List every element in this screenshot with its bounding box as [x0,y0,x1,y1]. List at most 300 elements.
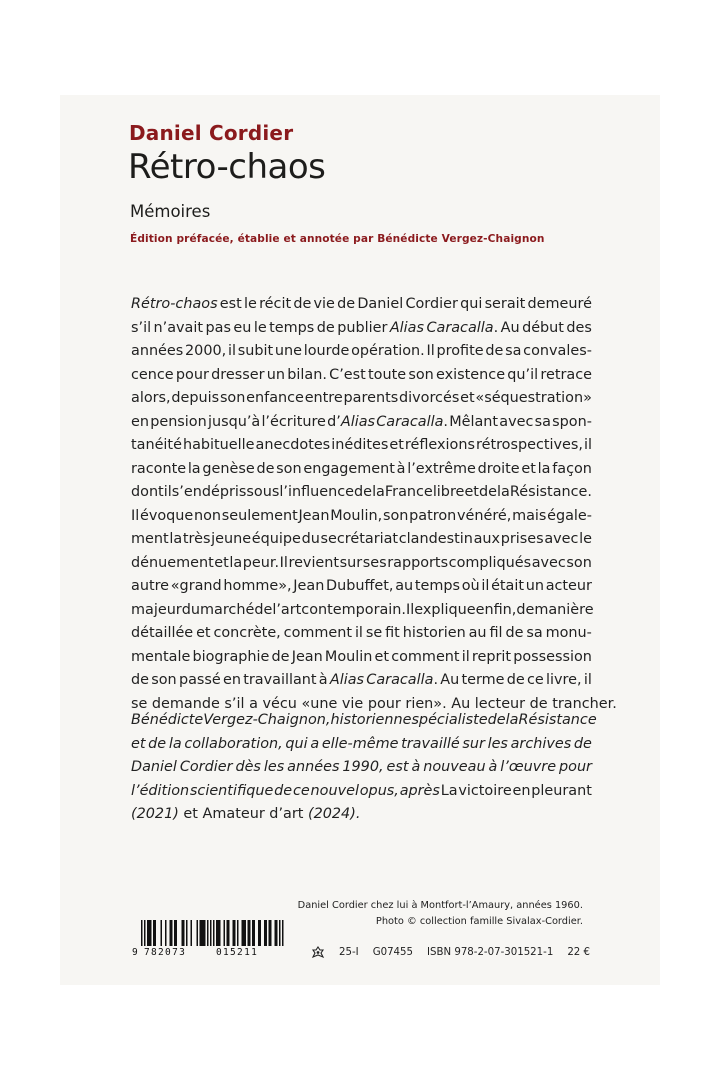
text-word [423,756,485,780]
text-word: façon [552,460,592,477]
text-word: ment [131,531,169,547]
barcode-bar [219,920,221,947]
barcode-bar [218,920,220,947]
text-word [357,293,403,317]
text-word [235,756,261,780]
text-word [211,528,251,552]
text-word: et [196,625,211,641]
text-word [233,317,251,341]
text-word: «séquestration» [475,390,592,406]
text-word: et [389,437,404,453]
text-word: profite [436,343,484,359]
text-word: et [460,390,475,406]
text-word [238,340,273,364]
text-word: pleurant [531,782,592,799]
text-word [131,646,190,670]
text-word [485,340,503,364]
text-word: comment [283,625,353,641]
text-word: de [485,343,504,359]
text-word: prises [500,531,544,547]
text-word: sous [246,484,280,500]
text-word [511,733,572,757]
text-word: la [497,484,510,500]
text-word: rapports [387,554,449,571]
text-word: nouvel [310,782,359,799]
text-word [528,293,592,317]
text-word: France [384,484,433,500]
print-code: 25-I [339,947,359,958]
text-word [131,733,146,757]
text-word [497,481,510,505]
text-word [311,780,359,804]
text-word: biographie [192,648,270,665]
text-word: après [399,782,440,799]
barcode-bar [224,920,226,947]
text-word: en [512,782,531,799]
text-word: Jean [291,648,323,665]
text-word [305,387,343,411]
text-word: dès [235,759,261,775]
text-word: au [395,578,414,594]
text-word [574,733,592,757]
text-word: collaboration, [184,735,283,752]
barcode-bar [258,920,260,947]
text-word [131,575,169,599]
text-word [538,458,551,482]
text-word: est [219,296,242,312]
barcode-group-right: 015211 [216,947,259,958]
text-word [322,733,399,757]
text-word: jeune [211,531,252,547]
text-word [441,780,458,804]
barcode-digits [132,946,286,959]
barcode-bar [176,920,178,947]
barcode-bar [249,920,251,947]
text-word: sa [534,413,551,430]
text-word: Bénédicte [131,712,204,728]
text-word [172,481,202,505]
text-word [469,622,487,646]
text-word: le [244,296,257,312]
text-word [190,780,273,804]
text-word: son [408,366,434,383]
text-word: revient [288,554,340,571]
text-word: il [163,484,172,500]
text-word [131,481,164,505]
gallimard-logo-icon [311,946,325,959]
text-word: très [182,531,211,547]
text-word: toute [368,366,407,383]
text-word: réflexions [404,437,475,453]
text-word [200,599,254,623]
barcode-bar [234,920,236,947]
text-word [131,780,189,804]
text-word: depuis [171,390,220,406]
text-word: et [214,554,229,571]
text-word [214,552,229,576]
text-word: opération. [351,343,425,359]
text-word: pour [175,366,209,383]
text-word: avec [544,531,579,547]
text-word: entre [304,390,343,406]
text-word [228,340,236,364]
barcode-bar [155,920,157,947]
text-word: opus, [359,782,399,799]
text-word [256,434,331,458]
text-line [131,803,592,827]
text-word: genèse [202,460,255,477]
text-word [331,434,388,458]
text-word: de [148,735,167,752]
text-word: qui [460,296,483,312]
text-word [426,317,498,341]
text-word: comment [391,648,460,665]
text-word [252,528,301,552]
text-line [131,552,592,576]
text-word: eu [233,319,252,336]
text-word: . [493,319,499,336]
text-word [516,599,534,623]
text-word [131,599,182,623]
text-word: archives [510,735,572,752]
barcode-bar [276,920,278,947]
text-word: retrace [540,366,592,383]
text-word [183,434,255,458]
text-word: spécialiste [411,712,488,728]
text-word: de [271,648,290,665]
text-word: l’écriture [261,413,326,430]
text-word: Cordier [405,296,458,312]
text-word: l’influence [279,484,354,500]
text-word [399,387,459,411]
book-subtitle: Mémoires [130,202,211,221]
text-word [259,293,291,317]
barcode-bar [203,920,205,947]
text-line [131,411,592,435]
text-word: passé [178,672,221,688]
text-word: et [464,484,479,500]
barcode-bar [264,920,266,947]
text-word: ce [292,782,310,799]
text-word: cence [131,366,174,383]
text-word: du [301,531,320,547]
text-word: acteur [545,578,592,594]
text-word [284,622,352,646]
text-word: peur. [242,554,280,571]
text-word: possession [513,648,592,665]
text-word [426,340,434,364]
barcode-bar [171,920,173,947]
text-word: il [481,578,490,594]
text-word [246,481,279,505]
text-word: divorcés [399,390,460,406]
photo-credit-line: Photo © collection famille Sivalax-Cordier. [375,916,583,927]
text-word: au [468,625,487,641]
text-word [131,552,214,576]
text-word [505,622,523,646]
text-word [462,646,470,670]
text-word: de [478,484,497,500]
text-word [169,528,182,552]
text-word [223,575,291,599]
text-word: Moulin [324,648,373,665]
text-word: . [433,672,439,688]
text-word: non [193,507,222,524]
text-word: clandestin [398,531,473,547]
text-word: engagement [303,460,395,477]
price: 22 € [567,947,590,958]
text-word [523,340,592,364]
text-line [131,364,592,388]
text-word [368,364,406,388]
text-word [254,317,267,341]
barcode-bar [147,920,149,947]
text-word: publier [337,319,388,336]
text-word [180,756,233,780]
text-word [279,481,354,505]
text-word [505,340,521,364]
barcode-bar [182,920,184,947]
text-word [397,458,406,482]
text-word: la [168,735,182,752]
text-word [131,434,182,458]
text-run: se demande s’il a vécu «une vie pour rien». Au lecteur de trancher. [131,695,617,712]
text-word: années [131,343,184,359]
text-word: aux [473,531,501,547]
text-word: un [266,366,285,383]
text-word [507,669,525,693]
text-word [476,434,583,458]
barcode-bar [150,920,152,947]
text-word [399,528,473,552]
text-word [331,709,412,733]
text-word [389,434,404,458]
text-word: évoque [139,507,194,524]
text-word: spon- [552,413,592,430]
text-word [512,505,546,529]
text-word [405,434,475,458]
text-word: s’en [171,484,202,500]
text-word: il [227,343,236,359]
barcode-leading-digit: 9 [132,947,138,958]
text-word: Résistance [518,712,597,728]
text-word: Rétro-chaos [131,296,218,312]
text-word [449,552,531,576]
text-word [513,646,592,670]
text-word [293,780,310,804]
publisher-reference: G07455 [372,947,414,958]
text-word: dépris [201,484,247,500]
text-word [203,709,330,733]
text-word: lourde [303,343,350,359]
barcode-bar [165,920,167,947]
text-word: pas [205,319,231,336]
barcode-bar [243,920,245,947]
text-word: Alias [389,319,424,336]
text-word: le [579,531,592,547]
text-word: l’édition [131,782,190,799]
text-word [579,528,592,552]
text-word: équipe [251,531,301,547]
text-word [211,364,264,388]
barcode-bar [242,920,244,947]
text-word [411,756,420,780]
text-word [330,505,382,529]
text-word: Il [131,507,140,524]
text-word: anecdotes [255,437,331,453]
text-word: convales- [523,343,592,359]
text-word: qu’il [507,366,539,383]
text-word [171,387,219,411]
text-word [383,505,408,529]
text-word [546,575,592,599]
text-word [414,599,475,623]
text-word: à [411,759,421,775]
text-line [131,669,592,693]
text-word [287,364,327,388]
text-word [192,646,269,670]
text-word [301,599,406,623]
text-word: s’il [131,319,152,336]
text-word: secrétariat [320,531,399,547]
text-word: autre [131,578,170,594]
text-word [375,646,390,670]
text-word [544,528,578,552]
text-word: de [337,296,356,312]
text-word [298,505,329,529]
text-word [485,293,526,317]
text-word [280,552,288,576]
text-word [500,756,556,780]
text-word [476,599,517,623]
text-word [464,481,479,505]
text-word: Caracalla [376,413,444,430]
text-word [337,293,355,317]
text-word [460,387,475,411]
text-word [405,293,457,317]
text-word [479,481,497,505]
text-word: reprit [471,648,512,665]
text-word: récit [259,296,292,312]
text-word [408,364,433,388]
text-word [329,364,366,388]
text-word [344,387,399,411]
text-word: explique [414,601,476,618]
text-word [532,552,566,576]
text-word: pour [559,759,592,775]
text-word [460,293,482,317]
text-line [131,709,597,733]
text-word [566,317,592,341]
text-word [559,756,592,780]
text-word [401,733,460,757]
text-word [376,411,448,435]
text-word [131,622,193,646]
text-word: nouveau [423,759,486,775]
barcode-bar [216,920,218,947]
text-word: patron [409,507,457,524]
text-word [566,552,591,576]
text-word: est [386,759,409,775]
text-word: d’ [327,413,341,430]
text-word [387,756,409,780]
text-word [407,458,476,482]
text-word [202,458,254,482]
text-word [546,669,582,693]
text-word [531,780,592,804]
text-word: il [354,625,363,641]
text-word [474,528,500,552]
text-word [462,575,480,599]
text-word: l’art [272,601,302,618]
text-word: sur [462,735,485,752]
text-word: la [187,460,201,477]
barcode-bar [269,920,271,947]
text-word: Caracalla [366,672,434,688]
text-line [131,505,592,529]
barcode-bar [252,920,254,947]
author-name: Daniel Cordier [129,121,294,145]
text-word: de [354,484,373,500]
text-word [527,669,544,693]
text-word [546,622,592,646]
text-line [131,756,592,780]
text-word: de [293,296,312,312]
text-word: fil [489,625,503,641]
text-word [243,669,316,693]
text-word [246,387,304,411]
text-word [475,387,592,411]
text-word [326,575,393,599]
text-word [131,756,177,780]
text-word: C’est [329,366,366,383]
back-cover [60,95,660,985]
text-word [150,411,207,435]
text-word: son [219,390,246,406]
text-word [319,669,328,693]
text-word: 2000, [185,343,227,359]
text-word: de [316,319,335,336]
text-word: temps [414,578,461,594]
text-word: majeur [131,601,182,618]
text-run: et [178,806,203,822]
text-word [403,622,466,646]
text-word [507,364,538,388]
text-word: son [566,554,592,571]
text-word: où [461,578,480,594]
text-word: son [151,672,177,688]
text-word [366,622,382,646]
text-word [302,528,320,552]
text-word [462,733,485,757]
text-word: Jean [298,507,330,524]
text-word [185,340,226,364]
text-word [327,411,375,435]
text-word [269,317,314,341]
text-word [340,552,363,576]
text-word: à [318,672,328,688]
text-word [140,505,193,529]
barcode-bar [237,920,239,947]
text-word [131,458,186,482]
text-word: un [525,578,544,594]
text-word: raconte [131,460,187,477]
text-word: dont [131,484,164,500]
text-line [131,528,592,552]
text-word: la [229,554,243,571]
text-word: il [461,648,470,665]
text-word [131,505,139,529]
